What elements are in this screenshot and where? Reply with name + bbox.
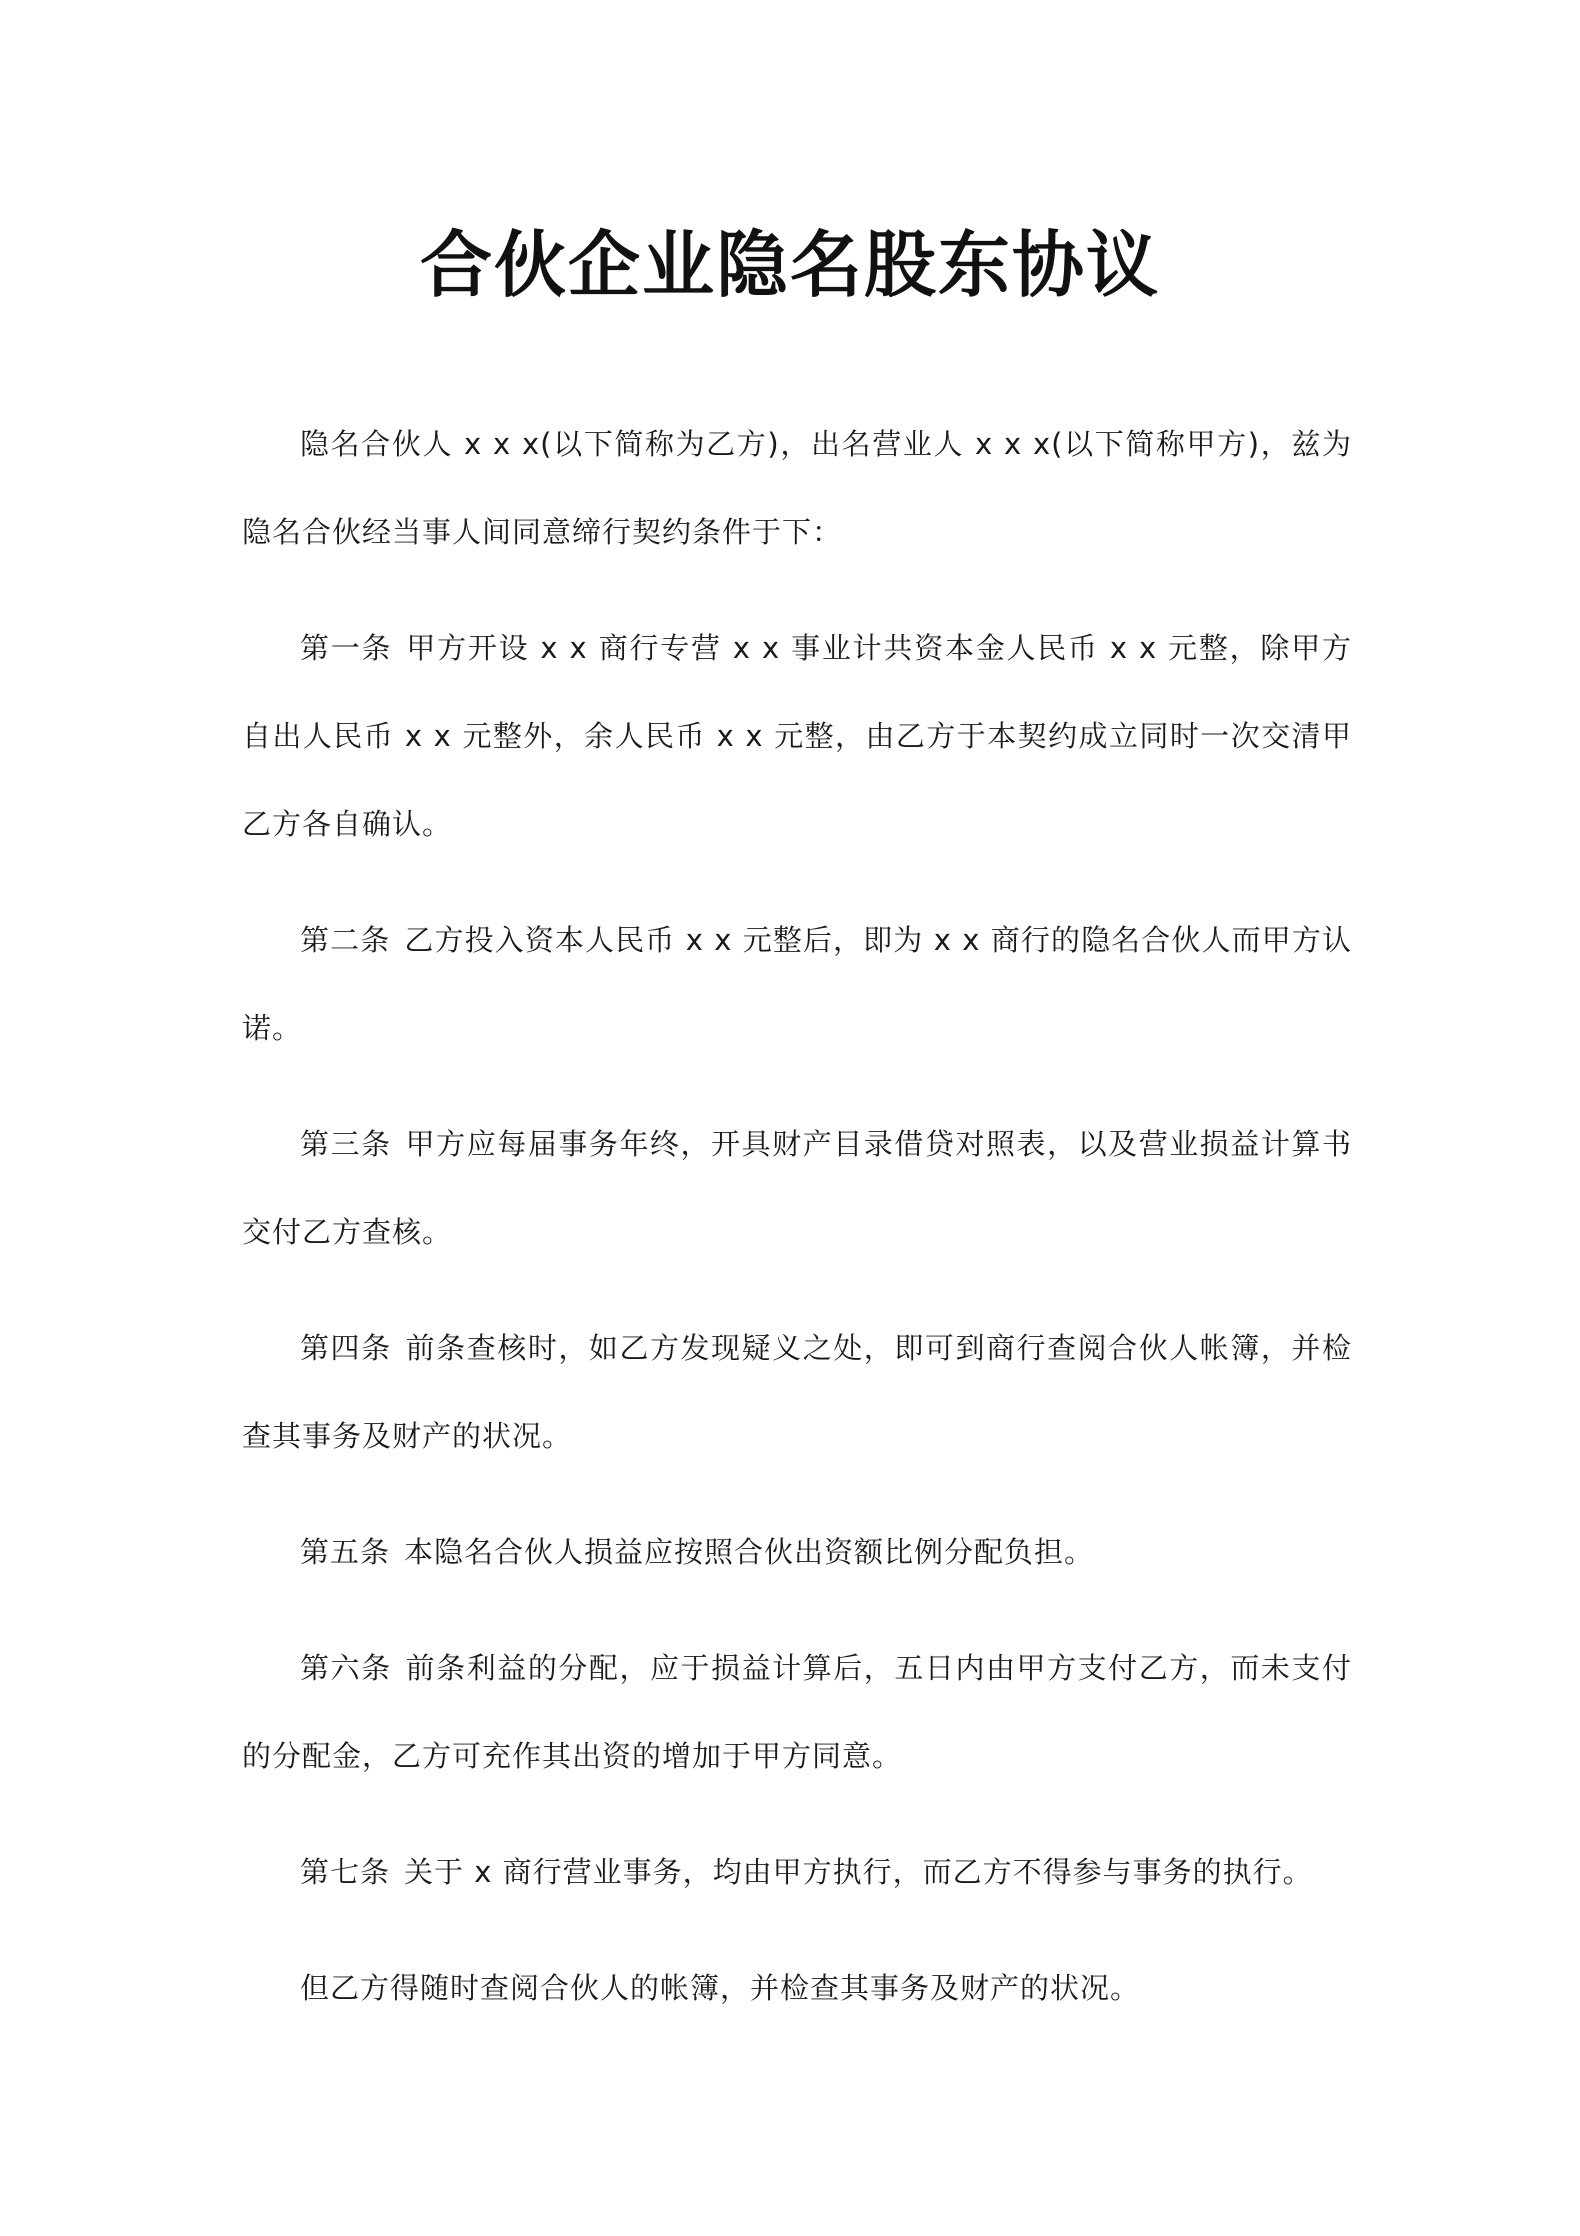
paragraph-text: 关于 x 商行营业事务，均由甲方执行，而乙方不得参与事务的执行。: [404, 1855, 1313, 1889]
closing-paragraph: [242, 1944, 1352, 2032]
article-label: 第六条: [300, 1651, 392, 1685]
article-2-paragraph: [242, 896, 1352, 1072]
article-label: 第三条: [300, 1127, 392, 1161]
paragraph-text: 但乙方得随时查阅合伙人的帐簿，并检查其事务及财产的状况。: [300, 1971, 1141, 2005]
paragraph-text: 甲方开设 x x 商行专营 x x 事业计共资本金人民币 x x 元整，除甲方自出人民币 x x 元整外，余人民币 x x 元整，由乙方于本契约成立同时一次交清甲乙方各自确认。: [242, 631, 1352, 841]
paragraph-text: 乙方投入资本人民币 x x 元整后，即为 x x 商行的隐名合伙人而甲方认诺。: [242, 923, 1352, 1045]
article-label: 第一条: [300, 631, 393, 665]
article-3-paragraph: [242, 1100, 1352, 1276]
document-title: 合伙企业隐名股东协议: [419, 223, 1160, 307]
article-label: 第五条: [300, 1535, 391, 1569]
document-body: [242, 400, 1352, 2060]
article-label: 第四条: [300, 1331, 392, 1365]
article-7-paragraph: [242, 1828, 1352, 1916]
paragraph-text: 本隐名合伙人损益应按照合伙出资额比例分配负担。: [404, 1535, 1095, 1569]
paragraph-text: 前条查核时，如乙方发现疑义之处，即可到商行查阅合伙人帐簿，并检查其事务及财产的状况。: [242, 1331, 1352, 1453]
article-5-paragraph: [242, 1508, 1352, 1596]
paragraph-text: 甲方应每届事务年终，开具财产目录借贷对照表，以及营业损益计算书交付乙方查核。: [242, 1127, 1352, 1249]
intro-paragraph: [242, 400, 1352, 576]
paragraph-text: 前条利益的分配，应于损益计算后，五日内由甲方支付乙方，而未支付的分配金，乙方可充作其出资的增加于甲方同意。: [242, 1651, 1352, 1773]
paragraph-text: 隐名合伙人 x x x(以下简称为乙方)，出名营业人 x x x(以下简称甲方)，兹为隐名合伙经当事人间同意缔行契约条件于下：: [242, 427, 1352, 549]
article-label: 第二条: [300, 923, 391, 957]
article-6-paragraph: [242, 1624, 1352, 1800]
article-label: 第七条: [300, 1855, 391, 1889]
article-4-paragraph: [242, 1304, 1352, 1480]
article-1-paragraph: [242, 604, 1352, 868]
